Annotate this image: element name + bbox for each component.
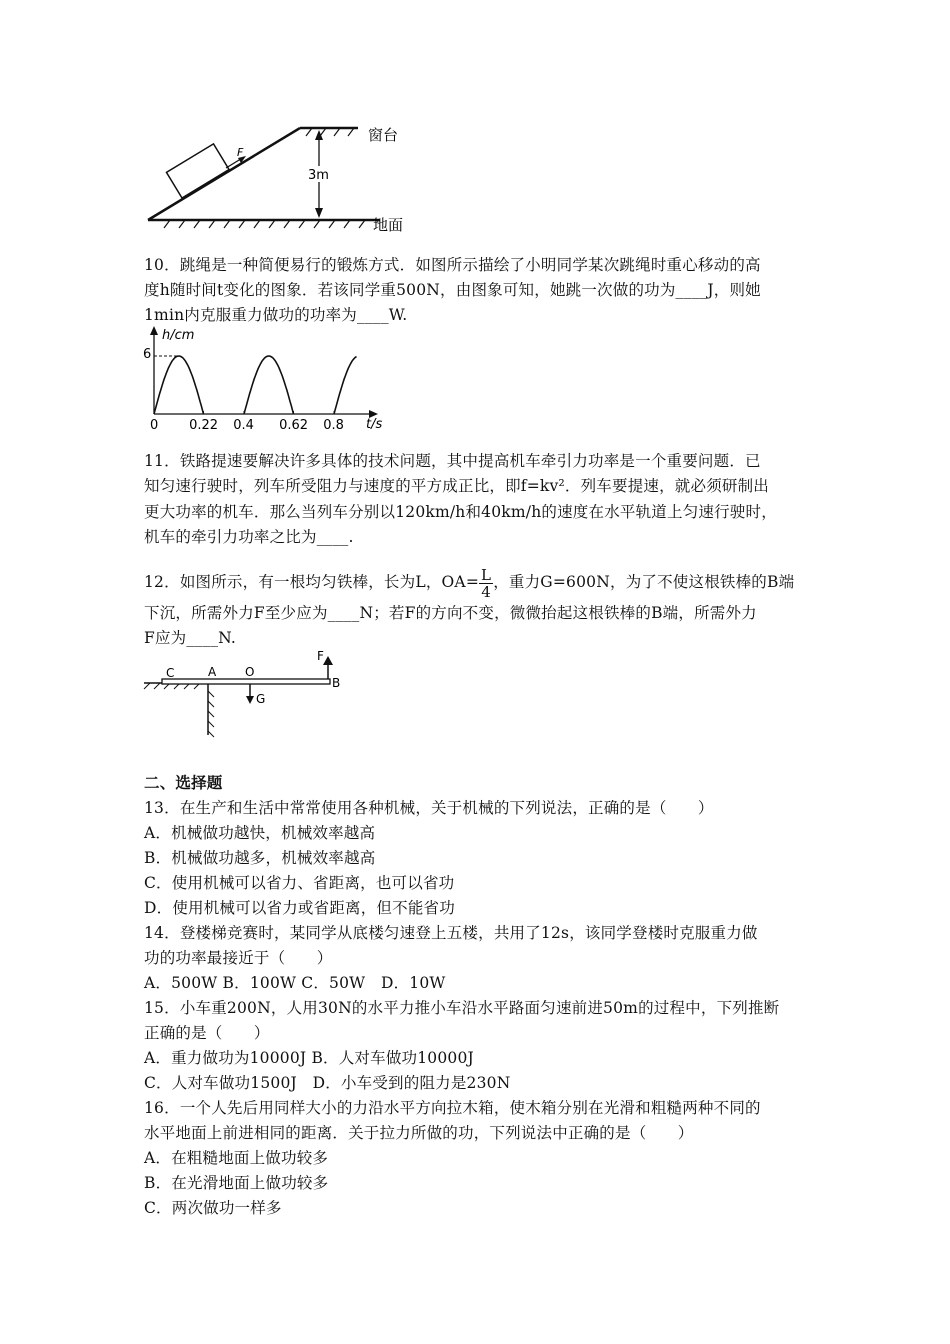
q15-options-ab: A．重力做功为10000J B．人对车做功10000J: [144, 1049, 474, 1067]
x-tick-label: 0.8: [323, 418, 344, 433]
q11-line3: 更大功率的机车．那么当列车分别以120km/h和40km/h的速度在水平轨道上匀速行驶时，: [144, 503, 777, 521]
jump-height-chart: [140, 325, 390, 433]
x-tick-label: 0.4: [233, 418, 254, 433]
x-axis-label: t/s: [366, 417, 383, 432]
fraction-numerator: L: [481, 565, 492, 584]
q15-options-cd: C．人对车做功1500J D．小车受到的阻力是230N: [144, 1074, 511, 1092]
q16-option-a: A．在粗糙地面上做功较多: [144, 1149, 329, 1167]
q13-option-a: A．机械做功越快，机械效率越高: [144, 824, 376, 842]
q10-line3: 1min内克服重力做功的功率为____W.: [144, 306, 408, 324]
x-tick-label: 0.62: [279, 418, 309, 433]
q11-line4: 机车的牵引力功率之比为____.: [144, 528, 354, 546]
jump-arc-2: [244, 356, 294, 414]
q11-line1: 11．铁路提速要解决许多具体的技术问题，其中提高机车牵引力功率是一个重要问题．已: [144, 452, 761, 470]
ground-label: 地面: [373, 216, 404, 234]
q12-line3: F应为____N.: [144, 629, 237, 647]
x-tick-label: 0: [150, 418, 159, 433]
q13-stem: 13．在生产和生活中常常使用各种机械，关于机械的下列说法，正确的是（ ）: [144, 799, 714, 817]
q14-line1: 14．登楼梯竞赛时，某同学从底楼匀速登上五楼，共用了12s，该同学登楼时克服重力做: [144, 924, 758, 942]
q11-line2: 知匀速行驶时，列车所受阻力与速度的平方成正比，即f=kv²．列车要提速，就必须研制出: [144, 477, 769, 495]
q12-line1: [144, 563, 794, 601]
q16-option-b: B．在光滑地面上做功较多: [144, 1174, 329, 1192]
q12-line1-b: ，重力G=600N，为了不使这根铁棒的B端: [493, 573, 795, 591]
incline-figure: [140, 120, 410, 235]
force-f-label: F: [317, 649, 324, 663]
q10-line2: 度h随时间t变化的图象．若该同学重500N，由图象可知，她跳一次做的功为____J，则她: [144, 281, 761, 299]
q14-line2: 功的功率最接近于（ ）: [144, 949, 333, 967]
windowsill-label: 窗台: [368, 126, 399, 144]
q16-line2: 水平地面上前进相同的距离．关于拉力所做的功，下列说法中正确的是（ ）: [144, 1124, 694, 1142]
jump-arc-1: [154, 356, 204, 414]
fraction-denominator: 4: [481, 582, 491, 601]
point-o-label: O: [245, 665, 255, 679]
y-tick-label: 6: [143, 347, 152, 362]
q10-line1: 10．跳绳是一种简便易行的锻炼方式．如图所示描绘了小明同学某次跳绳时重心移动的高: [144, 256, 761, 274]
point-c-label: C: [166, 666, 175, 680]
q16-option-c: C．两次做功一样多: [144, 1199, 282, 1217]
y-axis-label: h/cm: [162, 328, 195, 343]
gravity-g-label: G: [256, 692, 266, 706]
lever-figure: [140, 645, 360, 740]
y-axis-arrow: [150, 326, 158, 335]
x-tick-label: 0.22: [189, 418, 219, 433]
fraction-l-over-4: [479, 567, 493, 600]
q15-line1: 15．小车重200N，人用30N的水平力推小车沿水平路面匀速前进50m的过程中，下列推断: [144, 999, 780, 1017]
q14-options: A．500W B．100W C．50W D．10W: [144, 974, 446, 992]
q16-line1: 16．一个人先后用同样大小的力沿水平方向拉木箱，使木箱分别在光滑和粗糙两种不同的: [144, 1099, 761, 1117]
q13-option-b: B．机械做功越多，机械效率越高: [144, 849, 376, 867]
height-label: 3m: [308, 168, 329, 183]
q12-line2: 下沉，所需外力F至少应为____N；若F的方向不变，微微抬起这根铁棒的B端，所需外力: [144, 604, 757, 622]
q13-option-d: D．使用机械可以省力或省距离，但不能省功: [144, 899, 455, 917]
force-label: F: [237, 146, 244, 159]
q13-option-c: C．使用机械可以省力、省距离，也可以省功: [144, 874, 455, 892]
point-b-label: B: [332, 676, 341, 690]
point-a-label: A: [208, 665, 217, 679]
section-title: 二、选择题: [144, 774, 223, 792]
jump-arc-3: [334, 357, 357, 414]
q15-line2: 正确的是（ ）: [144, 1024, 270, 1042]
q12-line1-a: 12．如图所示，有一根均匀铁棒，长为L，OA=: [144, 573, 480, 591]
